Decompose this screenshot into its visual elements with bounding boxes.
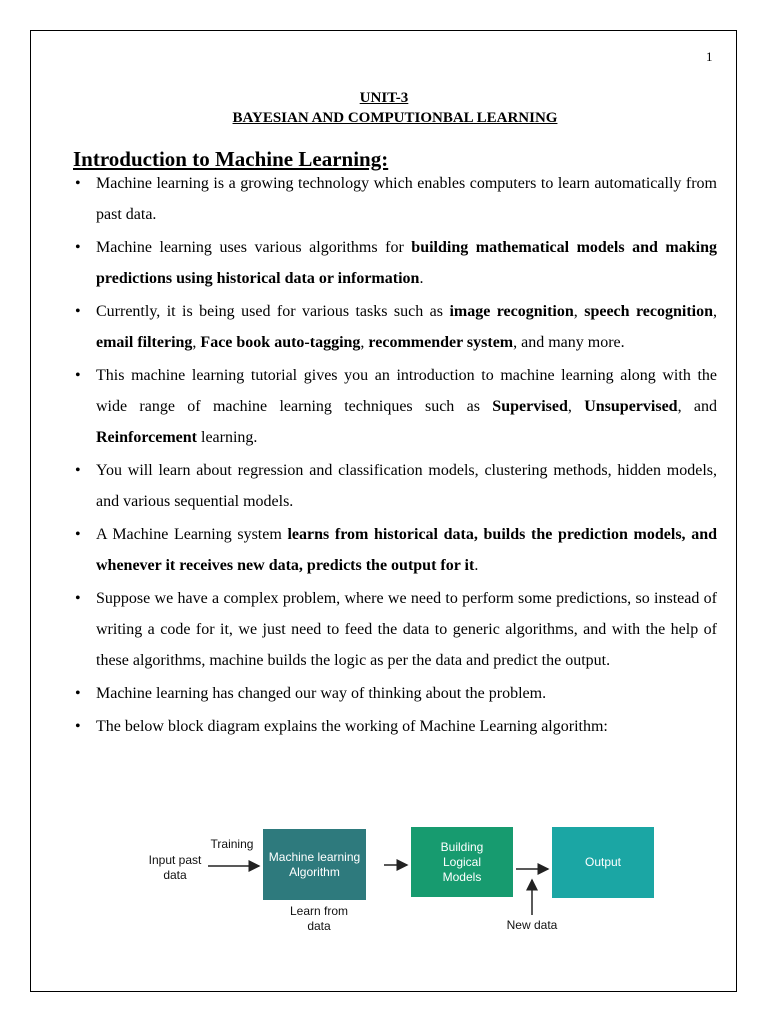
page-number: 1 [706,49,713,64]
learn-from-data-label [284,904,354,934]
box1-line2: Algorithm [289,864,340,879]
logical-models-box [411,827,513,897]
bold-text: building mathematical models and making predictions using historical data or information [96,239,717,287]
bullet-item [96,296,717,358]
bold-text: email filtering [96,334,193,351]
text-run: Machine learning uses various algorithms for [96,239,412,256]
bold-text: Reinforcement [96,429,197,446]
bullet-item [96,168,717,230]
section-heading: Introduction to Machine Learning: [73,147,389,171]
bullet-item [96,519,717,581]
text-run: learning. [197,429,258,446]
input-label-line2: data [163,868,187,882]
bullet-item [96,455,717,517]
text-run: , [573,303,585,320]
ml-algorithm-box [263,829,366,900]
bullet-list [96,168,717,744]
learn-label-line2: data [307,919,331,933]
text-run: , [567,398,585,415]
bold-text: learns from historical data, builds the prediction models, and whenever it receives new data, predicts the output for it [96,526,717,574]
learn-label-line1: Learn from [289,904,349,918]
input-label-line1: Input past [148,853,202,867]
text-run: . [419,270,424,287]
box2-line1: Building [440,839,484,854]
text-run: , [360,334,369,351]
input-past-data-label [142,853,208,883]
text-run: , and [677,398,718,415]
text-run: Currently, it is being used for various tasks such as [96,303,450,320]
training-label: Training [210,837,254,851]
box2-line3: Models [442,869,482,884]
box2-line2: Logical [442,854,481,869]
bullet-item [96,232,717,294]
document-subtitle: BAYESIAN AND COMPUTIONBAL LEARNING [232,110,558,126]
bold-text: speech recognition [584,303,714,320]
bold-text: image recognition [449,303,574,320]
box1-line1: Machine learning [268,849,361,864]
output-box: Output [552,827,654,898]
new-data-label: New data [506,918,558,932]
text-run: Machine learning is a growing technology which enables computers to learn automatically from past data. [96,175,717,223]
text-run: Machine learning has changed our way of thinking about the problem. [96,685,547,702]
text-run: A Machine Learning system [96,526,288,543]
text-run: . [474,557,479,574]
bullet-item [96,583,717,676]
bullet-item [96,678,717,709]
text-run: This machine learning tutorial gives you an introduction to machine learning along with the wide range of machine learning techniques such as [96,367,717,415]
bold-text: recommender system [368,334,514,351]
unit-title: UNIT-3 [359,90,409,106]
text-run: , and many more. [513,334,625,351]
bold-text: Face book auto-tagging [200,334,361,351]
bullet-item [96,360,717,453]
text-run: Suppose we have a complex problem, where we need to perform some predictions, so instead of writing a code for it, we just need to feed the data to generic algorithms, and with the help of these algorithms, machine builds the logic as per the data and predict the output. [96,590,717,669]
text-run: , [713,303,718,320]
text-run: , [192,334,201,351]
ml-block-diagram [140,825,660,940]
text-run: The below block diagram explains the working of Machine Learning algorithm: [96,718,608,735]
bullet-item [96,711,717,742]
text-run: You will learn about regression and classification models, clustering methods, hidden models, and various sequential models. [96,462,717,510]
bold-text: Supervised [492,398,568,415]
bold-text: Unsupervised [584,398,678,415]
